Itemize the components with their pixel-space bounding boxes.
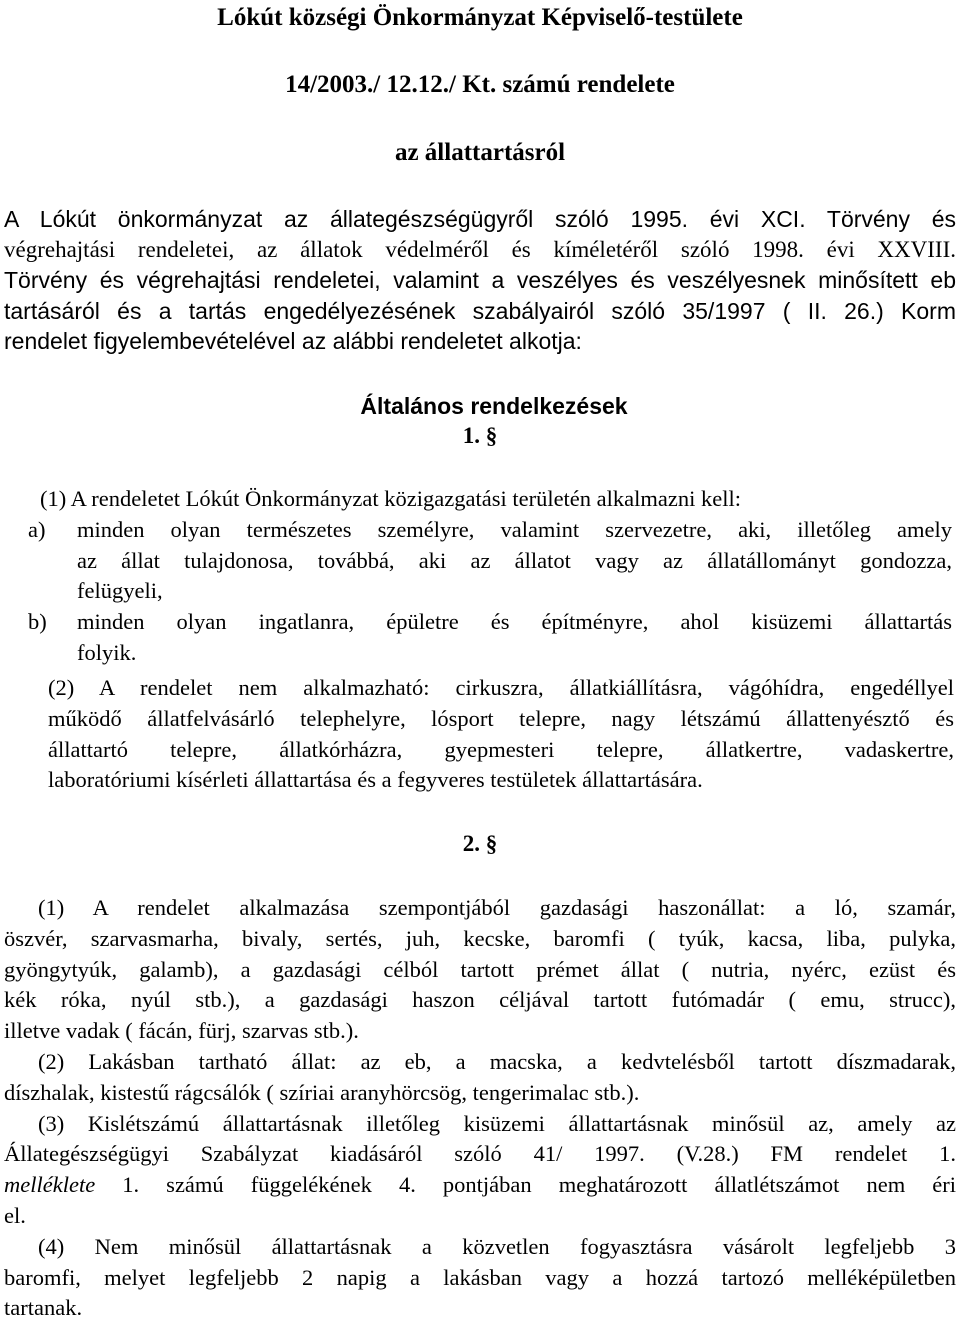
- list-item-line: folyik.: [77, 639, 137, 665]
- paragraph-line: tartanak.: [4, 1295, 83, 1321]
- paragraph-line: (3) Kislétszámú állattartásnak illetőleg kisüzemi állattartásnak minősül az, amely az: [38, 1110, 956, 1136]
- paragraph-line: működő állatfelvásárló telephelyre, lósport telepre, nagy létszámú állattenyésztő és: [48, 705, 954, 731]
- paragraph-line: kék róka, nyúl stb.), a gazdasági haszon céljával tartott futómadár ( emu, strucc),: [4, 987, 956, 1013]
- document-issuer-title: Lókút községi Önkormányzat Képviselő-testülete: [217, 4, 743, 31]
- paragraph-line: (4) Nem minősül állattartásnak a közvetlen fogyasztásra vásárolt legfeljebb 3: [38, 1233, 956, 1259]
- paragraph-line: (1) A rendelet alkalmazása szempontjából gazdasági haszonállat: a ló, szamár,: [38, 895, 956, 920]
- preamble-line: A Lókút önkormányzat az állategészségügyről szóló 1995. évi XCI. Törvény és: [4, 206, 956, 232]
- list-item-line: az állat tulajdonosa, továbbá, aki az állatot vagy az állatállományt gondozza,: [77, 547, 952, 573]
- list-item-line: minden olyan ingatlanra, épületre és építményre, ahol kisüzemi állattartás: [77, 609, 952, 635]
- section-heading-general: Általános rendelkezések: [360, 393, 628, 419]
- paragraph-line: (2) Lakásban tartható állat: az eb, a macska, a kedvtelésből tartott díszmadarak,: [38, 1048, 956, 1074]
- paragraph-line: állattartó telepre, állatkórházra, gyepmesteri telepre, állatkertre, vadaskertre,: [48, 736, 954, 762]
- paragraph-line: Állategészségügyi Szabályzat kiadásáról szóló 41/ 1997. (V.28.) FM rendelet 1.: [4, 1141, 956, 1167]
- italic-word: melléklete: [4, 1172, 96, 1198]
- list-item-line: minden olyan természetes személyre, valamint szervezetre, aki, illetőleg amely: [77, 516, 952, 542]
- paragraph-line: laboratóriumi kísérleti állattartása és a fegyveres testületek állattartására.: [48, 767, 703, 793]
- text-run: 1. számú függelékének 4. pontjában meghatározott állatlétszámot nem éri: [95, 1172, 956, 1198]
- paragraph-line: baromfi, melyet legfeljebb 2 napig a lakásban vagy a hozzá tartozó melléképületben: [4, 1264, 956, 1290]
- paragraph-line: gyöngytyúk, galamb), a gazdasági célból tartott prémet állat ( nutria, nyérc, ezüst és: [4, 956, 956, 982]
- paragraph-line: díszhalak, kistestű rágcsálók ( szíriai aranyhörcsög, tengerimalac stb.).: [4, 1079, 640, 1105]
- list-item-b: [28, 607, 952, 669]
- list-item-label: b): [28, 609, 47, 635]
- list-item-line: felügyeli,: [77, 578, 163, 604]
- paragraph-line: (2) A rendelet nem alkalmazható: cirkuszra, állatkiállításra, vágóhídra, engedéllyel: [48, 675, 954, 700]
- preamble-line: rendelet figyelembevételével az alábbi rendeletet alkotja:: [4, 328, 582, 354]
- preamble-paragraph: [4, 204, 956, 357]
- section1-paragraph1: [28, 484, 952, 669]
- paragraph-line: el.: [4, 1202, 26, 1228]
- list-item-a: [28, 515, 952, 607]
- preamble-line: Törvény és végrehajtási rendeletei, valamint a veszélyes és veszélyesnek minősített eb: [4, 267, 956, 293]
- list-item-label: a): [28, 516, 46, 542]
- section2-body: [4, 893, 956, 1324]
- paragraph-mark-2: 2. §: [462, 831, 498, 856]
- paragraph-line: öszvér, szarvasmarha, bivaly, sertés, juh, kecske, baromfi ( tyúk, kacsa, liba, pulyka,: [4, 925, 956, 951]
- paragraph-mark-1: 1. §: [462, 423, 498, 448]
- section1-paragraph2: [48, 673, 954, 796]
- regulation-subject-title: az állattartásról: [394, 139, 566, 166]
- regulation-number-title: 14/2003./ 12.12./ Kt. számú rendelete: [285, 71, 675, 98]
- paragraph-line: illetve vadak ( fácán, fürj, szarvas stb.).: [4, 1018, 359, 1044]
- paragraph-line-mixed: [4, 1170, 956, 1201]
- paragraph-lead: (1) A rendeletet Lókút Önkormányzat közigazgatási területén alkalmazni kell:: [40, 486, 741, 511]
- preamble-line: végrehajtási rendeletei, az állatok védelméről és kíméletéről szóló 1998. évi XXVIII.: [4, 236, 956, 262]
- preamble-line: tartásáról és a tartás engedélyezésének szabályairól szóló 35/1997 ( II. 26.) Korm: [4, 297, 956, 324]
